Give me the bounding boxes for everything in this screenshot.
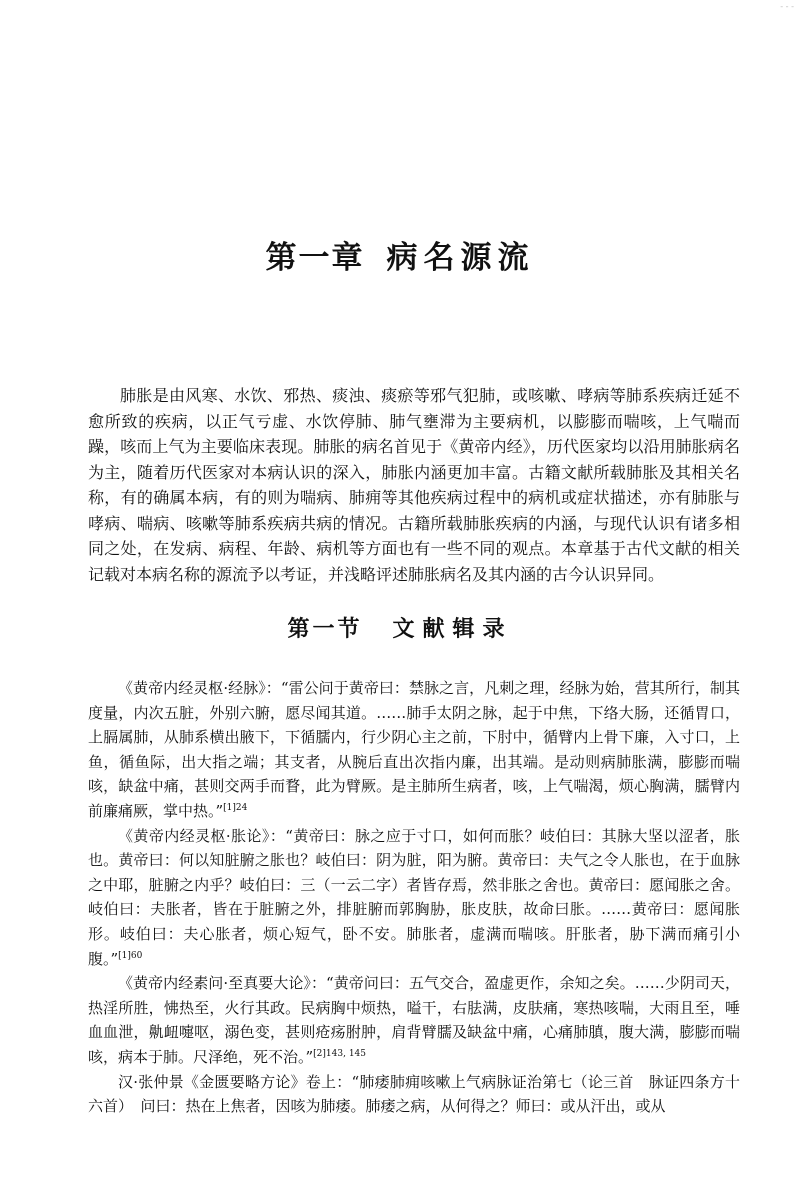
- citation-paragraph: 汉·张仲景《金匮要略方论》卷上：“肺痿肺痈咳嗽上气病脉证治第七（论三首 脉证四条方十六首） 问曰：热在上焦者，因咳为肺痿。肺痿之病，从何得之？师曰：或从汗出，或从: [88, 1072, 740, 1116]
- chapter-intro: 肺胀是由风寒、水饮、邪热、痰浊、痰瘀等邪气犯肺，或咳嗽、哮病等肺系疾病迁延不愈所致的疾病，以正气亏虚、水饮停肺、肺气壅滞为主要病机，以膨膨而喘咳，上气喘而躁，咳而上气为主要临床表现。肺胀的病名首见于《黄帝内经》，历代医家均以沿用肺胀病名为主，随着历代医家对本病认识的深入，肺胀内涵更加丰富。古籍文献所载肺胀及其相关名称，有的确属本病，有的则为喘病、肺痈等其他疾病过程中的病机或症状描述，亦有肺胀与哮病、喘病、咳嗽等肺系疾病共病的情况。古籍所载肺胀疾病的内涵，与现代认识有诸多相同之处，在发病、病程、年龄、病机等方面也有一些不同的观点。本章基于古代文献的相关记载对本病名称的源流予以考证，并浅略评述肺胀病名及其内涵的古今认识异同。: [88, 386, 740, 584]
- chapter-number: 第一章: [265, 240, 365, 276]
- citation-paragraph: 《黄帝内经灵枢·胀论》：“黄帝曰：脉之应于寸口，如何而胀？岐伯曰：其脉大坚以涩者，胀也。黄帝曰：何以知脏腑之胀也？岐伯曰：阴为脏，阳为腑。黄帝曰：夫气之令人胀也，在于血脉之中耶，脏腑之内乎？岐伯曰：三（一云二字）者皆存焉，然非胀之舍也。黄帝曰：愿闻胀之舍。岐伯曰：夫胀者，皆在于脏腑之外，排脏腑而郭胸胁，胀皮肤，故命曰胀。……黄帝曰：愿闻胀形。岐伯曰：夫心胀者，烦心短气，卧不安。肺胀者，虚满而喘咳。肝胀者，胁下满而痛引小腹。”$^{[1]60}$: [88, 826, 740, 968]
- citation-paragraph: 《黄帝内经灵枢·经脉》：“雷公问于黄帝曰：禁脉之言，凡刺之理，经脉为始，营其所行，制其度量，内次五脏，外别六腑，愿尽闻其道。……肺手太阴之脉，起于中焦，下络大肠，还循胃口，上膈属肺，从肺系横出腋下，下循臑内，行少阴心主之前，下肘中，循臂内上骨下廉，入寸口，上鱼，循鱼际，出大指之端；其支者，从腕后直出次指内廉，出其端。是动则病肺胀满，膨膨而喘咳，缺盆中痛，甚则交两手而瞀，此为臂厥。是主肺所生病者，咳，上气喘渴，烦心胸满，臑臂内前廉痛厥，掌中热。”$^{[1]24}$: [88, 679, 740, 820]
- citation-paragraph: 《黄帝内经素问·至真要大论》：“黄帝问曰：五气交合，盈虚更作，余知之矣。……少阴司天，热淫所胜，怫热至，火行其政。民病胸中烦热，嗌干，右胠满，皮肤痛，寒热咳喘，大雨且至，唾血血泄，鼽衄嚏呕，溺色变，甚则疮疡胕肿，肩背臂臑及缺盆中痛，心痛肺䐜，腹大满，膨膨而喘咳，病本于肺。尺泽绝，死不治。”$^{[2]143, 145}$: [88, 974, 740, 1066]
- citation-ref: [1]60: [118, 950, 143, 961]
- scan-corner-mark: - - -: [780, 2, 794, 11]
- section-number: 第一节: [287, 617, 363, 642]
- section-body: [88, 676, 740, 1119]
- chapter-name: 病名源流: [386, 240, 535, 276]
- citation-ref: [1]24: [223, 802, 248, 813]
- section-title: [0, 612, 800, 643]
- section-name: 文献辑录: [392, 617, 513, 642]
- citation-ref: [2]143, 145: [313, 1048, 366, 1059]
- chapter-title: [0, 232, 800, 277]
